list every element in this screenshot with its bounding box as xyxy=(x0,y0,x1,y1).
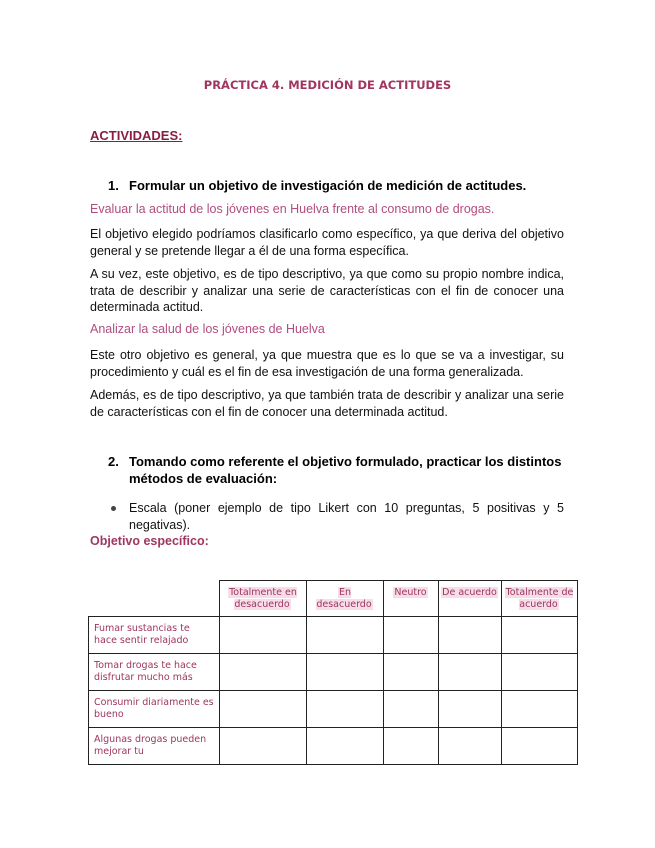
bullet-text: Escala (poner ejemplo de tipo Likert con 10 preguntas, 5 positivas y 5 negativas). xyxy=(129,501,564,532)
objective-2: Analizar la salud de los jóvenes de Huelva xyxy=(90,322,325,336)
table-row xyxy=(89,728,578,765)
likert-answer-cell[interactable] xyxy=(219,617,306,654)
likert-answer-cell[interactable] xyxy=(438,617,501,654)
likert-row-label: Algunas drogas pueden mejorar tu xyxy=(89,728,220,765)
likert-answer-cell[interactable] xyxy=(219,728,306,765)
table-row xyxy=(89,691,578,728)
paragraph-1: El objetivo elegido podríamos clasificarlo como específico, ya que deriva del objetivo general y se pretende llegar a él de una forma específica. xyxy=(90,227,564,258)
likert-corner-cell xyxy=(89,581,220,617)
likert-answer-cell[interactable] xyxy=(219,691,306,728)
likert-answer-cell[interactable] xyxy=(501,654,577,691)
likert-answer-cell[interactable] xyxy=(383,728,438,765)
likert-col-header: En desacuerdo xyxy=(306,581,383,617)
likert-row-label: Consumir diariamente es bueno xyxy=(89,691,220,728)
likert-row-label: Fumar sustancias te hace sentir relajado xyxy=(89,617,220,654)
table-row xyxy=(89,654,578,691)
likert-answer-cell[interactable] xyxy=(438,691,501,728)
bullet-item xyxy=(108,500,564,533)
likert-answer-cell[interactable] xyxy=(383,617,438,654)
likert-answer-cell[interactable] xyxy=(501,728,577,765)
likert-answer-cell[interactable] xyxy=(306,654,383,691)
section-label: ACTIVIDADES: xyxy=(90,128,183,143)
heading-2-number: 2. xyxy=(108,454,119,469)
likert-col-header: Totalmente en desacuerdo xyxy=(219,581,306,617)
likert-answer-cell[interactable] xyxy=(501,691,577,728)
heading-2-text: Tomando como referente el objetivo formulado, practicar los distintos métodos de evaluación: xyxy=(129,454,562,486)
heading-1-number: 1. xyxy=(108,178,119,193)
likert-answer-cell[interactable] xyxy=(383,691,438,728)
likert-row-label: Tomar drogas te hace disfrutar mucho más xyxy=(89,654,220,691)
heading-1 xyxy=(108,177,564,194)
objective-1: Evaluar la actitud de los jóvenes en Huelva frente al consumo de drogas. xyxy=(90,202,495,216)
paragraph-3: Este otro objetivo es general, ya que muestra que es lo que se va a investigar, su procedimiento y cuál es el fin de esa investigación de una forma generalizada. xyxy=(90,348,564,379)
likert-col-header: Totalmente de acuerdo xyxy=(501,581,577,617)
likert-answer-cell[interactable] xyxy=(438,654,501,691)
table-row xyxy=(89,617,578,654)
likert-table xyxy=(88,580,578,765)
likert-answer-cell[interactable] xyxy=(306,691,383,728)
likert-header-row xyxy=(89,581,578,617)
likert-col-header: De acuerdo xyxy=(438,581,501,617)
likert-answer-cell[interactable] xyxy=(383,654,438,691)
heading-2 xyxy=(108,453,564,487)
bullet-dot-icon xyxy=(111,506,116,511)
likert-answer-cell[interactable] xyxy=(306,728,383,765)
likert-answer-cell[interactable] xyxy=(306,617,383,654)
likert-col-header: Neutro xyxy=(383,581,438,617)
likert-answer-cell[interactable] xyxy=(501,617,577,654)
specific-objective-label: Objetivo específico: xyxy=(90,534,209,548)
paragraph-2: A su vez, este objetivo, es de tipo descriptivo, ya que como su propio nombre indica, trata de describir y analizar una serie de características con el fin de conocer una determinada actitud. xyxy=(90,267,564,314)
likert-answer-cell[interactable] xyxy=(219,654,306,691)
likert-answer-cell[interactable] xyxy=(438,728,501,765)
paragraph-4: Además, es de tipo descriptivo, ya que también trata de describir y analizar una serie de características con el fin de conocer una determinada actitud. xyxy=(90,388,564,419)
page-title: PRÁCTICA 4. MEDICIÓN DE ACTITUDES xyxy=(203,78,452,92)
heading-1-text: Formular un objetivo de investigación de medición de actitudes. xyxy=(129,178,527,193)
